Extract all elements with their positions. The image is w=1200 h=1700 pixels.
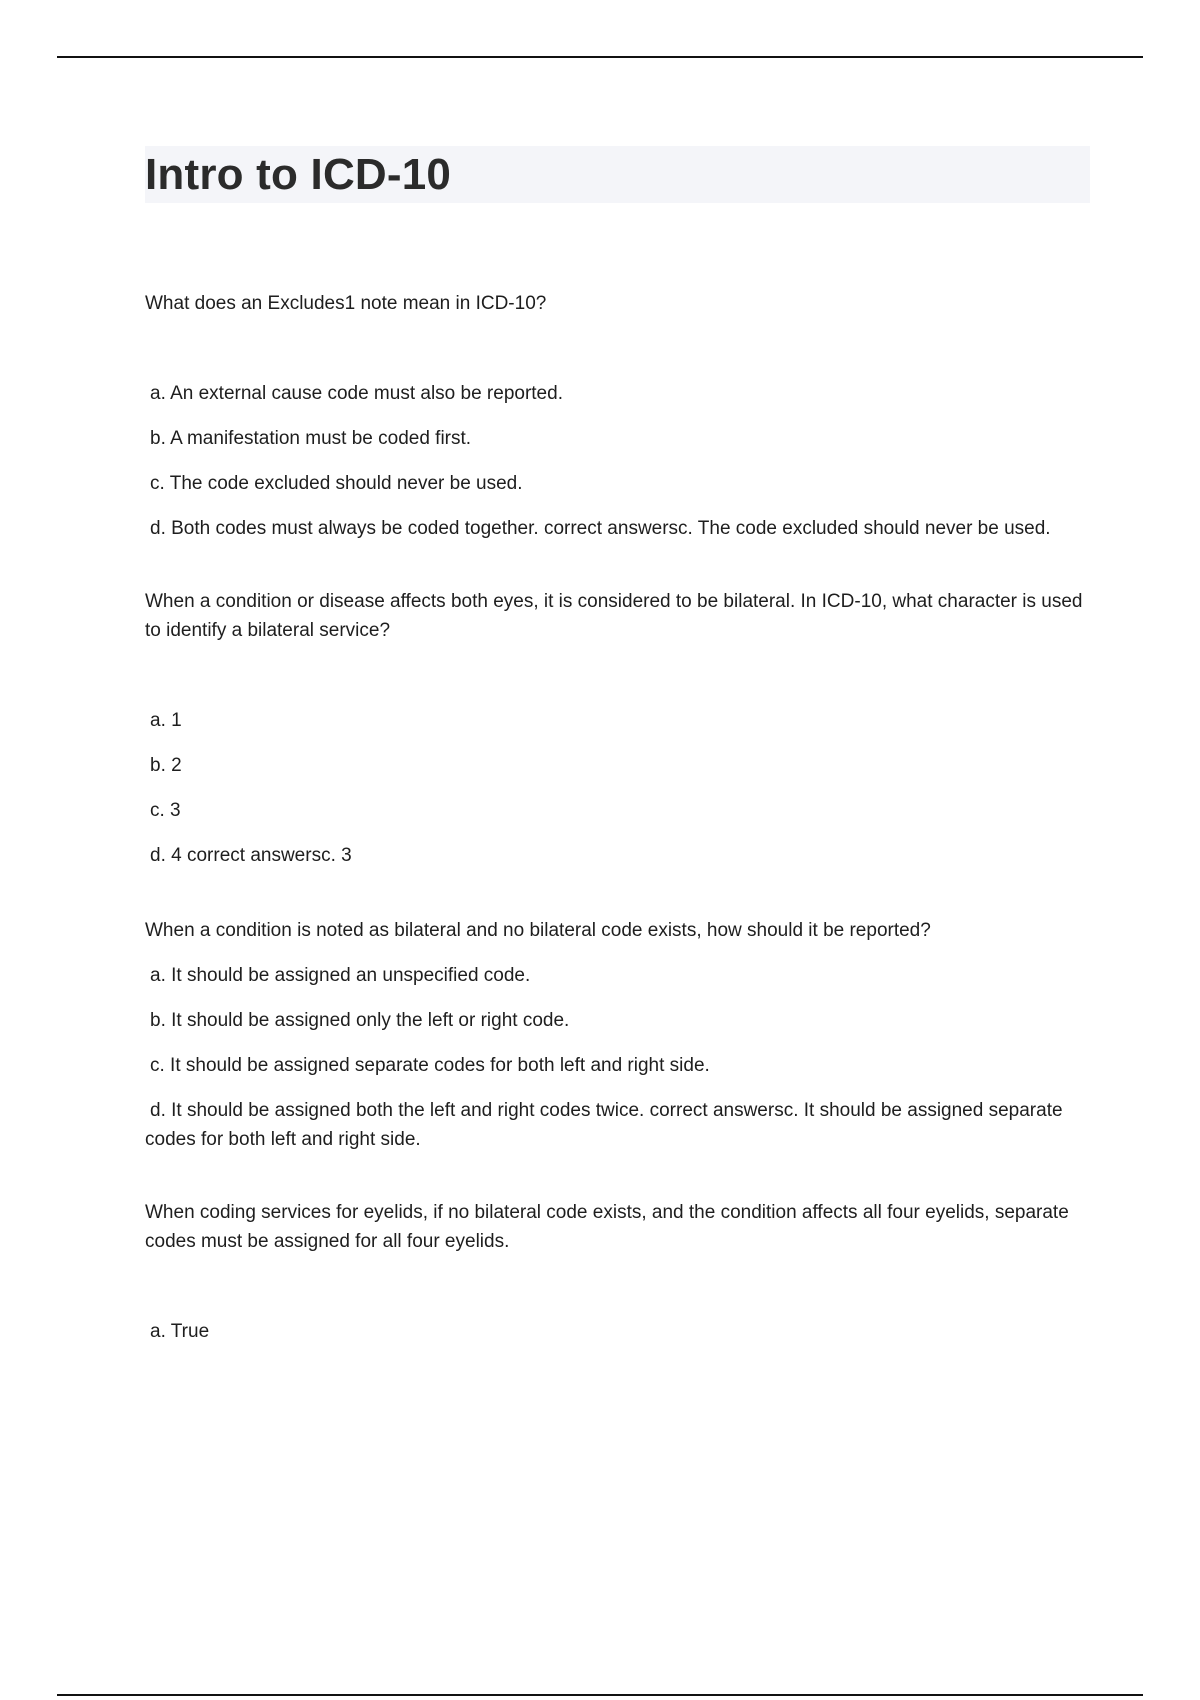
question-block-2 bbox=[145, 587, 1090, 870]
question-prompt-3: When a condition is noted as bilateral and no bilateral code exists, how should it be reported? bbox=[145, 920, 931, 941]
option-list-1 bbox=[145, 379, 1090, 543]
title-band bbox=[145, 146, 1090, 203]
question-prompt-2: When a condition or disease affects both eyes, it is considered to be bilateral. In ICD-10, what character is used to identify a bilateral service? bbox=[145, 591, 1083, 641]
question-prompt-1: What does an Excludes1 note mean in ICD-10? bbox=[145, 293, 547, 314]
option-list-3 bbox=[145, 961, 1090, 1154]
document-body bbox=[145, 146, 1090, 1362]
question-block-1 bbox=[145, 289, 1090, 543]
option-3b: b. It should be assigned only the left or right code. bbox=[150, 1010, 570, 1031]
option-1d-text: d. Both codes must always be coded together. correct answersc. The code excluded should never be used. bbox=[150, 518, 1051, 539]
option-list-2 bbox=[145, 706, 1090, 870]
option-2c: c. 3 bbox=[150, 800, 181, 821]
option-1a: a. An external cause code must also be reported. bbox=[150, 383, 563, 404]
header-rule bbox=[57, 56, 1143, 58]
option-2d: d. 4 correct answersc. 3 bbox=[150, 845, 352, 866]
footer-rule bbox=[57, 1694, 1143, 1696]
option-4a: a. True bbox=[150, 1321, 210, 1342]
option-3a: a. It should be assigned an unspecified code. bbox=[150, 965, 531, 986]
question-block-3 bbox=[145, 916, 1090, 1154]
question-block-4 bbox=[145, 1198, 1090, 1346]
option-3c: c. It should be assigned separate codes for both left and right side. bbox=[150, 1055, 710, 1076]
option-2a: a. 1 bbox=[150, 710, 182, 731]
option-list-4 bbox=[145, 1317, 1090, 1346]
question-prompt-4: When coding services for eyelids, if no bilateral code exists, and the condition affects all four eyelids, separate codes must be assigned for all four eyelids. bbox=[145, 1202, 1069, 1252]
option-1c: c. The code excluded should never be used. bbox=[150, 473, 523, 494]
option-3d-text: d. It should be assigned both the left and right codes twice. correct answersc. It should be assigned separate codes for both left and right side. bbox=[145, 1100, 1063, 1150]
option-1b: b. A manifestation must be coded first. bbox=[150, 428, 472, 449]
document-title: Intro to ICD-10 bbox=[145, 149, 452, 199]
option-2b: b. 2 bbox=[150, 755, 182, 776]
option-1d bbox=[145, 514, 1090, 543]
option-3d bbox=[145, 1096, 1090, 1154]
